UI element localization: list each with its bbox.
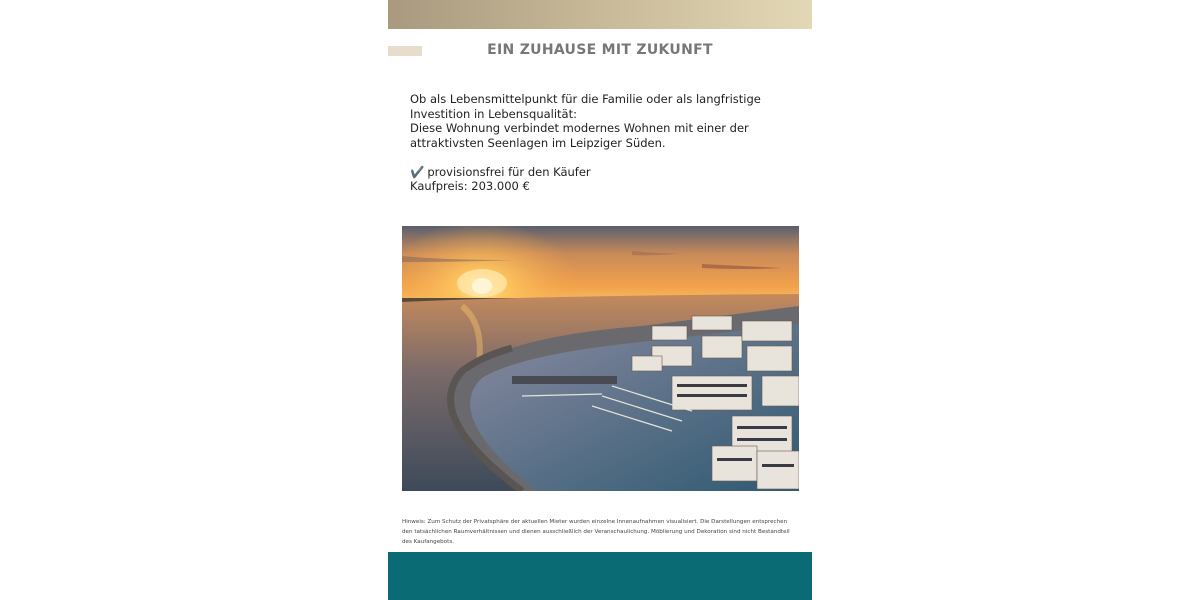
- description-line-2: Diese Wohnung verbindet modernes Wohnen mit einer der attraktivsten Seenlagen im Leipziger Süden.: [410, 121, 749, 150]
- description-text: [410, 92, 795, 194]
- price-line: Kaufpreis: 203.000 €: [410, 179, 530, 193]
- footer-band: [388, 552, 812, 600]
- heading-accent-bar: [388, 46, 422, 56]
- disclaimer-note: Hinweis: Zum Schutz der Privatsphäre der aktuellen Mieter wurden einzelne Innenaufnahmen visualisiert. Die Darstellungen entsprechen den tatsächlichen Raumverhältnissen und dienen ausschließlich der Veranschaulichung. Möblierung und Dekoration sind nicht Bestandteil des Kaufangebots.: [402, 519, 790, 545]
- commission-line: [410, 165, 795, 180]
- document-page: [388, 0, 812, 600]
- lake-harbor-photo: [402, 226, 799, 491]
- commission-text: provisionsfrei für den Käufer: [427, 164, 591, 179]
- section-heading: EIN ZUHAUSE MIT ZUKUNFT: [487, 42, 713, 58]
- description-line-1: Ob als Lebensmittelpunkt für die Familie oder als langfristige Investition in Lebensqualität:: [410, 92, 761, 121]
- top-decorative-band: [388, 0, 812, 29]
- checkmark-icon: ✔️: [410, 164, 425, 179]
